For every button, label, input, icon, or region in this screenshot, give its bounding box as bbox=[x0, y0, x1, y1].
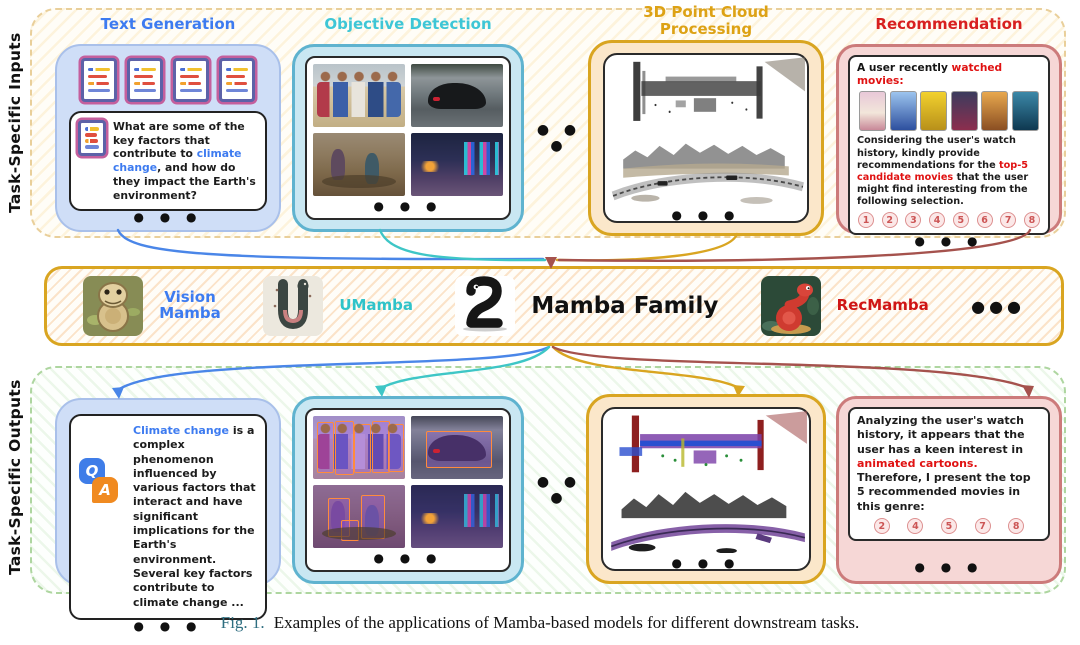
caption-text: Examples of the applications of Mamba-based models for different downstream tasks. bbox=[273, 613, 860, 632]
umamba-label: UMamba bbox=[339, 296, 414, 315]
recmamba-item bbox=[761, 276, 929, 336]
photo-screen bbox=[305, 408, 511, 572]
recmamba-snake-image bbox=[761, 276, 821, 336]
result-number: 7 bbox=[975, 518, 991, 534]
figure-number: Fig. 1. bbox=[220, 613, 265, 632]
inputs-section-label: Task-Specific Inputs bbox=[6, 32, 24, 214]
document-icons-row bbox=[69, 58, 267, 102]
question-bubble-icon: Q bbox=[79, 458, 105, 484]
ellipsis-dots: ● ● ● bbox=[671, 208, 741, 222]
objective-detection-output-panel bbox=[292, 396, 524, 584]
photo-car bbox=[411, 64, 503, 127]
result-numbers-row bbox=[857, 518, 1041, 534]
photo-car-detected bbox=[411, 416, 503, 479]
document-icon bbox=[81, 58, 117, 102]
ellipsis-dots: ● ● ● bbox=[373, 199, 443, 213]
photo-street-detected bbox=[411, 485, 503, 548]
question-text: What are some of the key factors that contribute to climate change, and how do they impact the Earth's environment? bbox=[113, 120, 256, 202]
photo-screen bbox=[305, 56, 511, 220]
candidate-number: 8 bbox=[1024, 212, 1040, 228]
candidate-number: 4 bbox=[929, 212, 945, 228]
text-generation-title: Text Generation bbox=[100, 15, 236, 33]
ellipsis-dots: ● ● ● bbox=[373, 551, 443, 565]
band-ellipsis-dots: ●●● bbox=[971, 296, 1025, 316]
mamba-family-item bbox=[455, 276, 718, 336]
photo-street-night bbox=[411, 133, 503, 196]
vision-mamba-label: Vision Mamba bbox=[159, 288, 221, 322]
recommendation-title: Recommendation bbox=[875, 15, 1023, 33]
document-icon bbox=[173, 58, 209, 102]
recommendation-input-panel bbox=[836, 44, 1062, 249]
document-icon bbox=[78, 120, 106, 156]
climate-change-highlight: Climate change bbox=[133, 424, 229, 437]
mamba-family-snake-image bbox=[455, 276, 515, 336]
figure-caption bbox=[0, 613, 1080, 633]
question-box bbox=[69, 111, 267, 211]
candidate-number: 1 bbox=[858, 212, 874, 228]
answer-text: Climate change is a complex phenomenon influenced by various factors that interact and have significant implications for the Earth's environment. Several key factors contribute to climate change ... bbox=[133, 424, 256, 609]
candidate-number: 6 bbox=[977, 212, 993, 228]
recommendation-screen bbox=[848, 55, 1050, 235]
result-number: 2 bbox=[874, 518, 890, 534]
outputs-section-label: Task-Specific Outputs bbox=[6, 379, 24, 575]
recommendation-request-text: Considering the user's watch history, kindly provide recommendations for the top-5 candidate movies that the user might find interesting from the following selection. bbox=[857, 135, 1029, 208]
candidate-number: 5 bbox=[953, 212, 969, 228]
candidate-number: 3 bbox=[905, 212, 921, 228]
mamba-family-band bbox=[44, 266, 1064, 346]
answer-bubble-icon: A bbox=[92, 477, 118, 503]
ellipsis-dots: ● ● ● bbox=[914, 234, 984, 249]
ellipsis-dots: ● ● ● bbox=[914, 560, 984, 574]
qa-icons bbox=[79, 424, 125, 503]
panel-separator-dots: ● ● ● bbox=[536, 474, 582, 506]
watch-history-heading: A user recently watched movies: bbox=[857, 62, 1003, 87]
document-icon bbox=[127, 58, 163, 102]
text-generation-input-panel bbox=[55, 44, 281, 232]
movie-posters-row bbox=[857, 91, 1041, 131]
result-number: 8 bbox=[1008, 518, 1024, 534]
movie-poster bbox=[920, 91, 947, 131]
photo-people bbox=[313, 64, 405, 127]
recommendation-screen bbox=[848, 407, 1050, 541]
answer-box bbox=[69, 414, 267, 620]
candidate-number: 2 bbox=[882, 212, 898, 228]
umamba-item bbox=[263, 276, 413, 336]
ellipsis-dots: ● ● ● bbox=[133, 618, 203, 633]
point-cloud-scene-segmented bbox=[603, 409, 809, 553]
point-cloud-title: 3D Point Cloud Processing bbox=[643, 3, 769, 38]
recommendation-answer-text: Analyzing the user's watch history, it appears that the user has a keen interest in animated cartoons. Therefore, I present the top 5 recommended movies in this genre: bbox=[857, 414, 1031, 513]
movie-poster bbox=[1012, 91, 1039, 131]
ellipsis-dots: ● ● ● bbox=[671, 556, 741, 570]
animated-cartoons-highlight: animated cartoons. bbox=[857, 456, 978, 470]
candidate-numbers-row bbox=[857, 212, 1041, 228]
movie-poster bbox=[890, 91, 917, 131]
vision-mamba-item bbox=[83, 276, 221, 336]
umamba-snake-image bbox=[263, 276, 323, 336]
point-cloud-screen bbox=[603, 53, 809, 223]
vision-mamba-snake-image bbox=[83, 276, 143, 336]
point-cloud-input-panel bbox=[588, 40, 824, 236]
candidate-number: 7 bbox=[1000, 212, 1016, 228]
climate-change-highlight: climate change bbox=[113, 147, 242, 175]
point-cloud-scene-raw bbox=[605, 55, 807, 205]
point-cloud-screen bbox=[601, 407, 811, 571]
watched-movies-highlight: watched movies: bbox=[857, 62, 1003, 87]
recommendation-output-panel bbox=[836, 396, 1062, 584]
movie-poster bbox=[981, 91, 1008, 131]
mamba-family-label: Mamba Family bbox=[531, 292, 719, 319]
top5-highlight: top-5 candidate movies bbox=[857, 159, 1028, 183]
photo-people-detected bbox=[313, 416, 405, 479]
movie-poster bbox=[951, 91, 978, 131]
photo-workers-detected bbox=[313, 485, 405, 548]
objective-detection-title: Objective Detection bbox=[324, 15, 492, 33]
movie-poster bbox=[859, 91, 886, 131]
objective-detection-input-panel bbox=[292, 44, 524, 232]
panel-separator-dots: ● ● ● bbox=[536, 122, 582, 154]
photo-workers bbox=[313, 133, 405, 196]
result-number: 4 bbox=[907, 518, 923, 534]
result-number: 5 bbox=[941, 518, 957, 534]
ellipsis-dots: ● ● ● bbox=[133, 210, 203, 225]
recmamba-label: RecMamba bbox=[836, 296, 929, 315]
point-cloud-output-panel bbox=[586, 394, 826, 584]
document-icon bbox=[219, 58, 255, 102]
